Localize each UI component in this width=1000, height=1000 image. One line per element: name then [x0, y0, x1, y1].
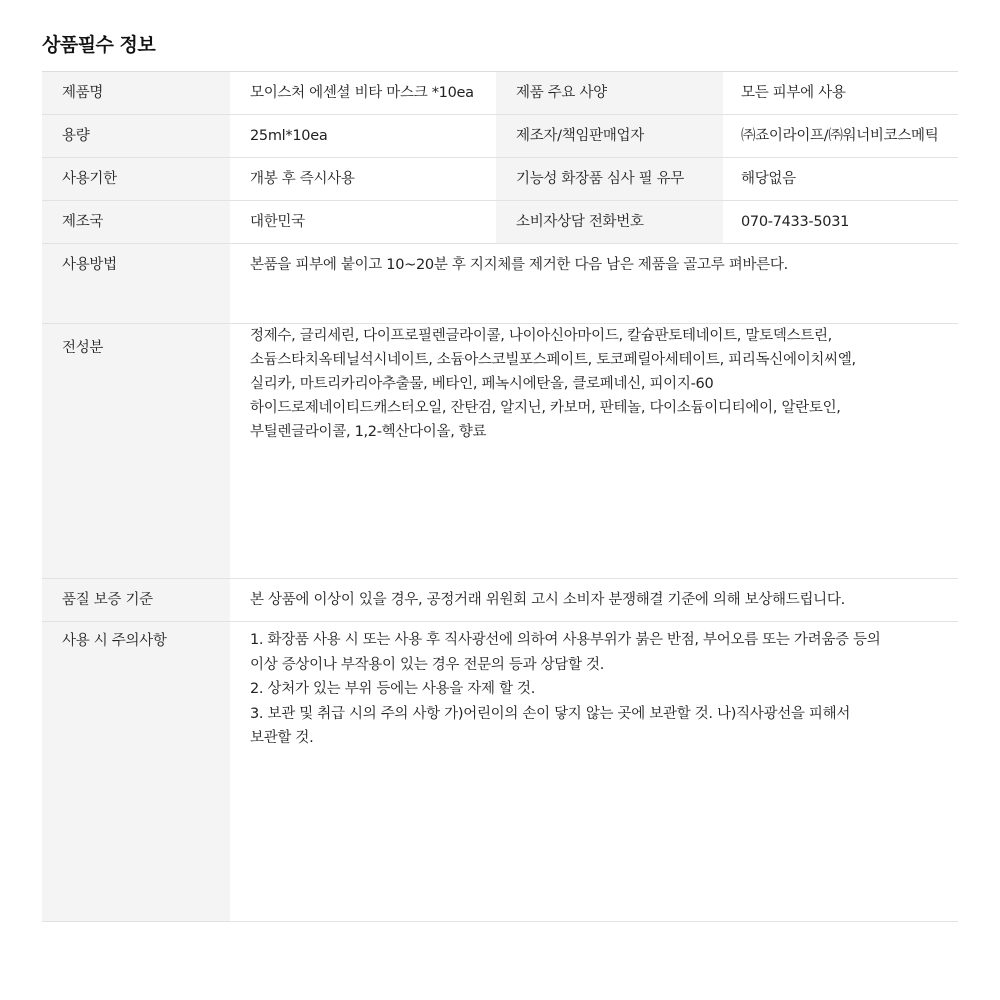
caution-line: 1. 화장품 사용 시 또는 사용 후 직사광선에 의하여 사용부위가 붉은 반점, 부어오름 또는 가려움증 등의 [250, 632, 881, 648]
ingredients-line: 하이드로제네이티드캐스터오일, 잔탄검, 알지닌, 카보머, 판테놀, 다이소듐이디티에이, 알란토인, [250, 400, 841, 416]
caution-line: 3. 보관 및 취급 시의 주의 사항 가)어린이의 손이 닿지 않는 곳에 보관할 것. 나)직사광선을 피해서 [250, 705, 851, 722]
ingredients-line: 실리카, 마트리카리아추출물, 베타인, 페녹시에탄올, 클로페네신, 피이지-60 [250, 376, 714, 392]
ingredients-value [230, 324, 958, 578]
table-row-caution [42, 622, 958, 922]
caution-line: 이상 증상이나 부작용이 있는 경우 전문의 등과 상담할 것. [250, 656, 605, 673]
usage-method-label: 사용방법 [42, 244, 230, 323]
table-row-method [42, 244, 958, 324]
quality-guarantee-value [230, 579, 958, 621]
expiry-label: 사용기한 [42, 158, 230, 200]
ingredients-line: 소듐스타치옥테닐석시네이트, 소듐아스코빌포스페이트, 토코페릴아세테이트, 피리독신에이치씨엘, [250, 352, 856, 368]
main-spec-value: 모든 피부에 사용 [723, 72, 958, 114]
caution-value [230, 622, 958, 921]
ingredients-line: 부틸렌글라이콜, 1,2-헥산다이올, 향료 [250, 424, 487, 440]
table-row-product-name [42, 72, 958, 115]
usage-method-line: 본품을 피부에 붙이고 10~20분 후 지지체를 제거한 다음 남은 제품을 골고루 펴바른다. [250, 257, 788, 273]
expiry-value: 개봉 후 즉시사용 [230, 158, 496, 200]
quality-guarantee-line: 본 상품에 이상이 있을 경우, 공정거래 위원회 고시 소비자 분쟁해결 기준에 의해 보상해드립니다. [250, 592, 845, 608]
table-row-capacity [42, 115, 958, 158]
manufacturer-value: ㈜죠이라이프/㈜워너비코스메틱 [723, 115, 958, 157]
capacity-value: 25ml*10ea [230, 115, 496, 157]
caution-line: 보관할 것. [250, 730, 314, 746]
usage-method-value [230, 244, 958, 323]
caution-line: 2. 상처가 있는 부위 등에는 사용을 자제 할 것. [250, 681, 536, 697]
table-row-ingredients [42, 324, 958, 579]
table-row-expiry [42, 158, 958, 201]
functional-review-label: 기능성 화장품 심사 필 유무 [496, 158, 723, 200]
capacity-label: 용량 [42, 115, 230, 157]
caution-label: 사용 시 주의사항 [42, 622, 230, 921]
table-row-origin [42, 201, 958, 244]
main-spec-label: 제품 주요 사양 [496, 72, 723, 114]
origin-value: 대한민국 [230, 201, 496, 243]
product-name-label: 제품명 [42, 72, 230, 114]
table-row-quality [42, 579, 958, 622]
section-title: 상품필수 정보 [42, 34, 156, 56]
product-name-value: 모이스처 에센셜 비타 마스크 *10ea [230, 72, 496, 114]
manufacturer-label: 제조자/책임판매업자 [496, 115, 723, 157]
ingredients-label: 전성분 [42, 324, 230, 578]
product-info-table [42, 71, 958, 922]
ingredients-line: 정제수, 글리세린, 다이프로필렌글라이콜, 나이아신아마이드, 칼슘판토테네이트, 말토덱스트린, [250, 328, 832, 344]
functional-review-value: 해당없음 [723, 158, 958, 200]
consumer-phone-label: 소비자상담 전화번호 [496, 201, 723, 243]
consumer-phone-value: 070-7433-5031 [723, 201, 958, 243]
origin-label: 제조국 [42, 201, 230, 243]
quality-guarantee-label: 품질 보증 기준 [42, 579, 230, 621]
